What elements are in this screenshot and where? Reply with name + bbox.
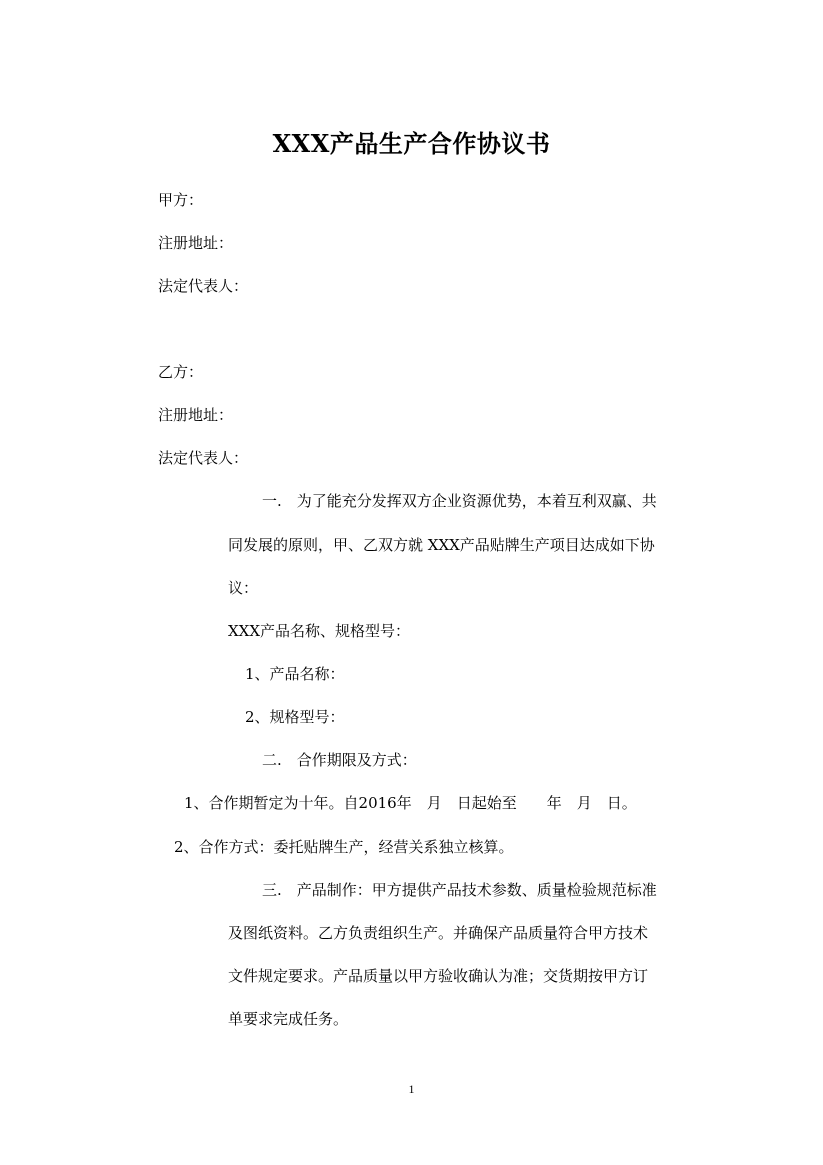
products-heading: XXX产品名称、规格型号： — [228, 622, 411, 640]
product-model-label: 2、规格型号： — [245, 708, 345, 726]
section-3-line-3: 文件规定要求。产品质量以甲方验收确认为准；交货期按甲方订 — [228, 967, 649, 985]
section-2-heading: 二. 合作期限及方式： — [262, 751, 417, 769]
party-a-label: 甲方： — [158, 191, 204, 209]
party-a-address-label: 注册地址： — [158, 234, 234, 252]
product-name-label: 1、产品名称： — [245, 665, 345, 683]
section-3-line-2: 及图纸资料。乙方负责组织生产。并确保产品质量符合甲方技术 — [228, 924, 649, 942]
document-title: XXX产品生产合作协议书 — [272, 129, 551, 158]
cooperation-term: 1、合作期暂定为十年。自2016年 月 日起始至 年 月 日。 — [184, 794, 637, 812]
section-3-line-4: 单要求完成任务。 — [228, 1010, 349, 1028]
section-1-line-2: 同发展的原则，甲、乙双方就 XXX产品贴牌生产项目达成如下协 — [228, 536, 655, 554]
section-1-line-3: 议： — [228, 579, 259, 597]
party-a-representative-label: 法定代表人： — [158, 277, 249, 295]
party-b-label: 乙方： — [158, 363, 204, 381]
party-b-representative-label: 法定代表人： — [158, 449, 249, 467]
party-b-address-label: 注册地址： — [158, 406, 234, 424]
section-3-line-1: 三. 产品制作：甲方提供产品技术参数、质量检验规范标准 — [262, 881, 657, 899]
section-1-line-1: 一. 为了能充分发挥双方企业资源优势，本着互利双赢、共 — [262, 492, 657, 510]
page-number: 1 — [408, 1082, 415, 1096]
cooperation-method: 2、合作方式：委托贴牌生产，经营关系独立核算。 — [174, 838, 514, 856]
